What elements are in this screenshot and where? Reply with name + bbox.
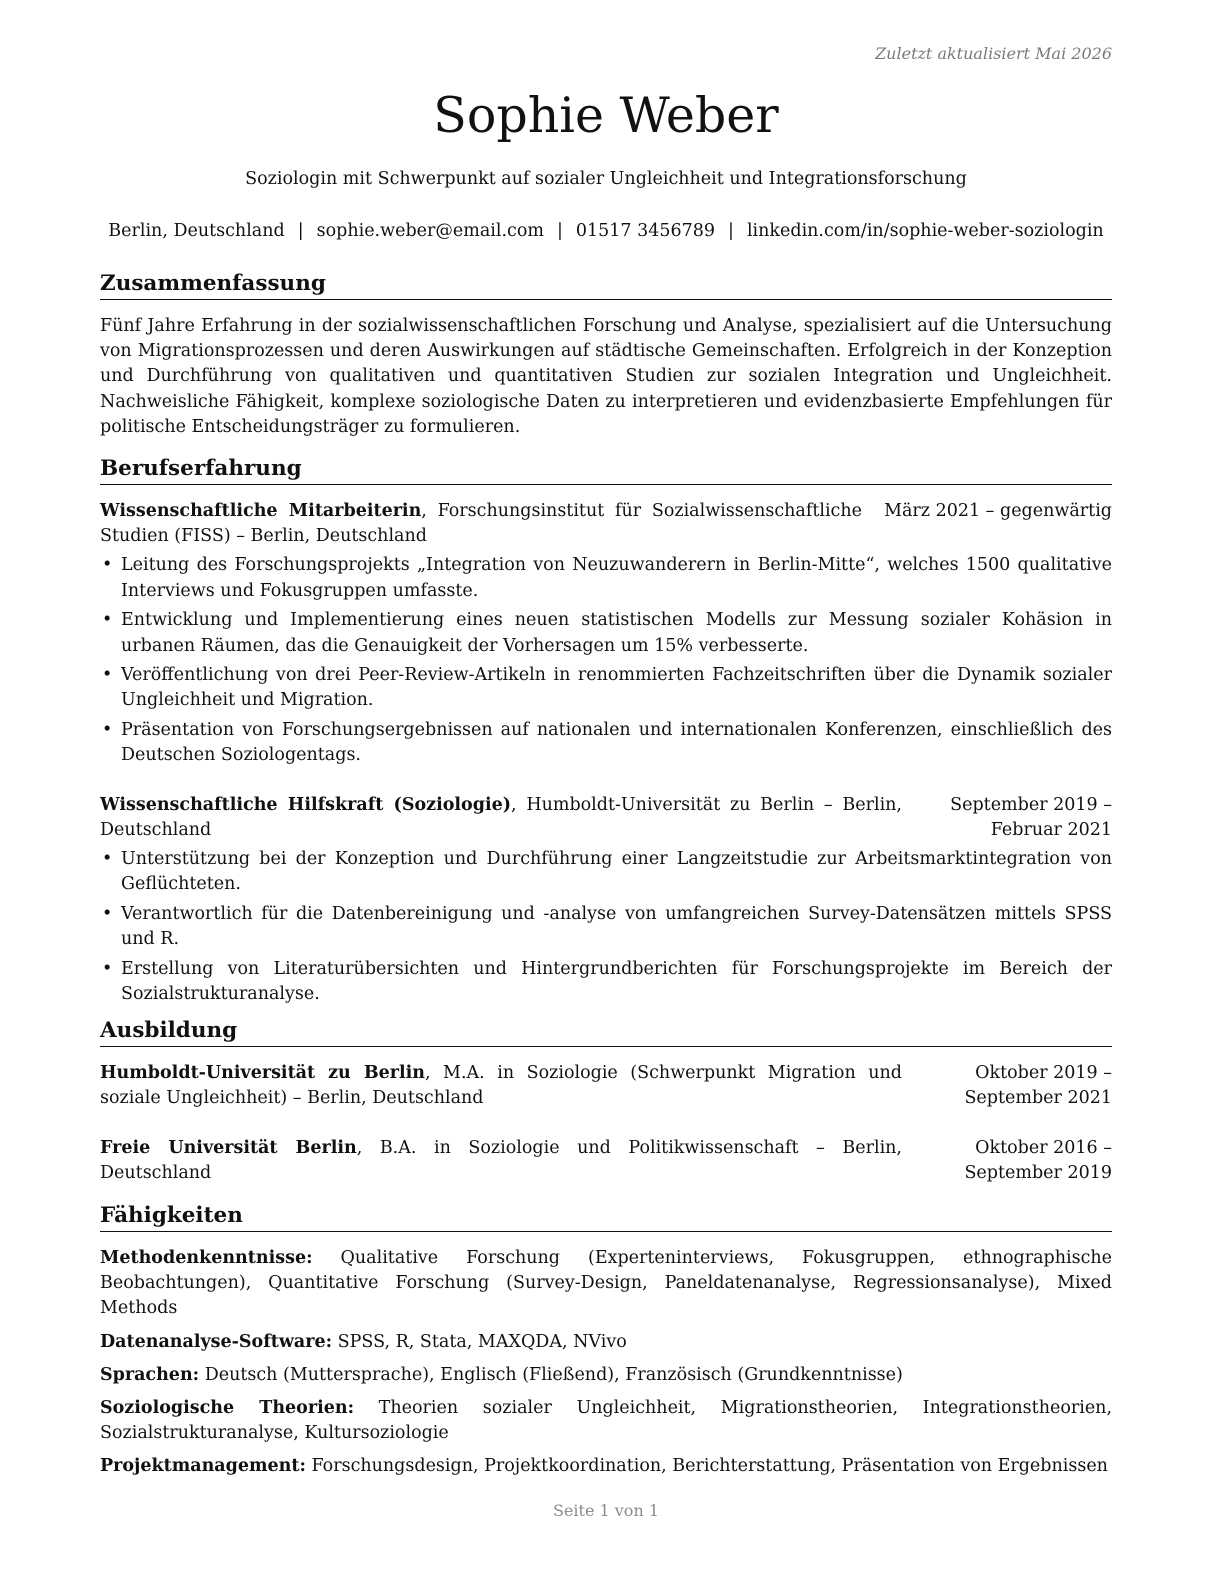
education-detail: , M.A. in Soziologie (Schwerpunkt Migration und soziale Ungleichheit) – Berlin, Deutschland: [100, 1063, 902, 1109]
job-bullets: [100, 553, 1112, 768]
skills-section: [100, 1202, 1112, 1480]
contact-separator: |: [556, 221, 563, 241]
skill-label: Datenanalyse-Software:: [100, 1331, 333, 1352]
contact-separator: |: [728, 221, 734, 241]
section-title-skills: Fähigkeiten: [100, 1202, 1112, 1232]
skill-row: [100, 1330, 1112, 1355]
bullet-item: • Leitung des Forschungsprojekts „Integration von Neuzuwanderern in Berlin-Mitte“, welches 1500 qualitative Interviews und Fokusgruppen umfasste.: [100, 553, 1112, 603]
skill-row: [100, 1246, 1112, 1322]
job-title-line: [100, 499, 862, 549]
job-entry: [100, 793, 1112, 1008]
job-header: [100, 793, 1112, 843]
education-school: Freie Universität Berlin: [100, 1137, 357, 1158]
resume-page: [100, 0, 1112, 1584]
skill-row: [100, 1454, 1112, 1479]
skill-label: Sprachen:: [100, 1364, 200, 1385]
education-entry: [100, 1136, 1112, 1186]
last-updated: Zuletzt aktualisiert Mai 2026: [875, 44, 1112, 63]
job-entry: [100, 499, 1112, 769]
candidate-subtitle: Soziologin mit Schwerpunkt auf sozialer Ungleichheit und Integrationsforschung: [245, 169, 967, 189]
job-date: September 2019 – Februar 2021: [950, 794, 1112, 840]
skill-row: [100, 1396, 1112, 1446]
skill-value: Deutsch (Muttersprache), Englisch (Fließend), Französisch (Grundkenntnisse): [199, 1364, 903, 1385]
job-detail: , Forschungsinstitut für Sozialwissenschaftliche Studien (FISS) – Berlin, Deutschland: [100, 501, 862, 547]
resume-content: [100, 270, 1112, 1488]
education-date: Oktober 2019 – September 2021: [964, 1063, 1112, 1109]
contact-location: Berlin, Deutschland: [108, 221, 285, 241]
job-role: Wissenschaftliche Mitarbeiterin: [100, 501, 422, 522]
section-title-experience: Berufserfahrung: [100, 455, 1112, 485]
education-section: [100, 1017, 1112, 1186]
summary-section: [100, 270, 1112, 440]
section-title-education: Ausbildung: [100, 1017, 1112, 1047]
skill-value: Theorien sozialer Ungleichheit, Migrationstheorien, Integrationstheorien, Sozialstrukturanalyse, Kultursoziologie: [100, 1398, 1113, 1444]
education-detail: , B.A. in Soziologie und Politikwissenschaft – Berlin, Deutschland: [100, 1137, 902, 1183]
skill-label: Methodenkenntnisse:: [100, 1247, 313, 1268]
contact-linkedin[interactable]: linkedin.com/in/sophie-weber-soziologin: [746, 221, 1104, 241]
page-number: Seite 1 von 1: [552, 1501, 660, 1520]
education-entry: [100, 1061, 1112, 1111]
education-header: [100, 1061, 1112, 1111]
job-bullets: [100, 847, 1112, 1007]
summary-text: Fünf Jahre Erfahrung in der sozialwissenschaftlichen Forschung und Analyse, spezialisiert auf die Untersuchung von Migrationsprozessen und deren Auswirkungen auf städtische Gemeinschaften. Erfolgreich in der Konzeption und Durchführung von qualitativen und quantitativen Studien zur sozialen Integration und Ungleichheit. Nachweisliche Fähigkeit, komplexe soziologische Daten zu interpretieren und evidenzbasierte Empfehlungen für politische Entscheidungsträger zu formulieren.: [100, 316, 1112, 437]
job-role: Wissenschaftliche Hilfskraft (Soziologie): [100, 794, 512, 815]
bullet-item: • Entwicklung und Implementierung eines neuen statistischen Modells zur Messung sozialer Kohäsion in urbanen Räumen, das die Genauigkeit der Vorhersagen um 15% verbesserte.: [100, 608, 1112, 658]
skill-value: Qualitative Forschung (Experteninterviews, Fokusgruppen, ethnographische Beobachtungen), Quantitative Forschung (Survey-Design, Paneldatenanalyse, Regressionsanalyse), Mixed Methods: [100, 1247, 1112, 1319]
job-header: [100, 499, 1112, 549]
contact-line: [100, 219, 1112, 243]
skill-value: Forschungsdesign, Projektkoordination, Berichterstattung, Präsentation von Ergebnissen: [305, 1456, 1108, 1477]
education-header: [100, 1136, 1112, 1186]
contact-phone: 01517 3456789: [575, 221, 716, 241]
education-date: Oktober 2016 – September 2019: [964, 1137, 1112, 1183]
skill-label: Projektmanagement:: [100, 1456, 306, 1477]
section-title-summary: Zusammenfassung: [100, 270, 1112, 300]
bullet-item: • Veröffentlichung von drei Peer-Review-Artikeln in renommierten Fachzeitschriften über die Dynamik sozialer Ungleichheit und Migration.: [100, 663, 1112, 713]
bullet-item: • Erstellung von Literaturübersichten und Hintergrundberichten für Forschungsprojekte im Bereich der Sozialstrukturanalyse.: [100, 957, 1112, 1007]
experience-section: [100, 455, 1112, 1007]
job-date: März 2021 – gegenwärtig: [884, 501, 1112, 522]
education-school: Humboldt-Universität zu Berlin: [100, 1063, 425, 1084]
education-title-line: [100, 1061, 902, 1111]
contact-email[interactable]: sophie.weber@email.com: [316, 221, 544, 241]
education-title-line: [100, 1136, 902, 1186]
skill-row: [100, 1363, 1112, 1388]
bullet-item: • Verantwortlich für die Datenbereinigung und -analyse von umfangreichen Survey-Datensätzen mittels SPSS und R.: [100, 902, 1112, 952]
skill-value: SPSS, R, Stata, MAXQDA, NVivo: [332, 1331, 627, 1352]
contact-separator: |: [297, 221, 304, 241]
job-title-line: [100, 793, 902, 843]
bullet-item: • Unterstützung bei der Konzeption und Durchführung einer Langzeitstudie zur Arbeitsmarktintegration von Geflüchteten.: [100, 847, 1112, 897]
skill-label: Soziologische Theorien:: [100, 1398, 355, 1418]
bullet-item: • Präsentation von Forschungsergebnissen auf nationalen und internationalen Konferenzen, einschließlich des Deutschen Soziologentags.: [100, 718, 1112, 768]
job-detail: , Humboldt-Universität zu Berlin – Berlin, Deutschland: [100, 794, 902, 840]
candidate-name: Sophie Weber: [433, 87, 779, 144]
